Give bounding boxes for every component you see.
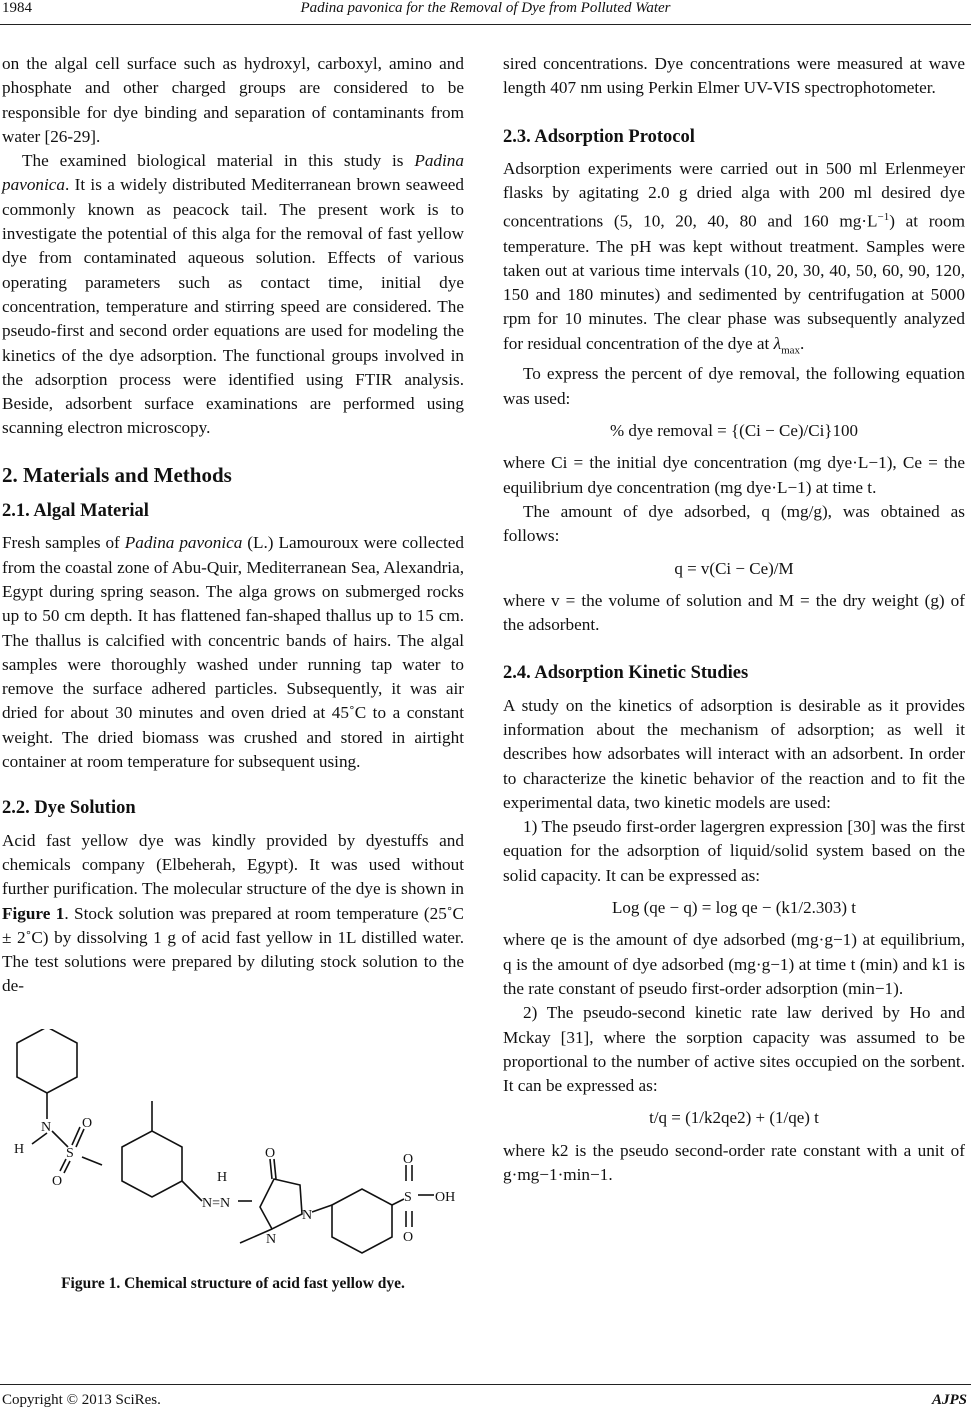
paragraph: sired concentrations. Dye concentrations were measured at wave length 407 nm using Perkin Elmer UV-VIS spectrophotometer. bbox=[503, 54, 965, 98]
page-number: 1984 bbox=[2, 0, 32, 16]
subsection-heading: 2.3. Adsorption Protocol bbox=[503, 126, 695, 147]
subsection-heading: 2.1. Algal Material bbox=[2, 501, 149, 522]
figure-caption: Figure 1. Chemical structure of acid fast yellow dye. bbox=[61, 1274, 405, 1292]
paragraph: where qe is the amount of dye adsorbed (mg·g−1) at equilibrium, q is the amount of dye adsorbed (mg·g−1) at time t (min) and k1 is the rate constant of pseudo first-order adsorption (min−1). bbox=[503, 930, 965, 998]
paragraph: where Ci = the initial dye concentration (mg dye·L−1), Ce = the equilibrium dye concentration (mg dye·L−1) at time t. bbox=[503, 453, 965, 497]
equation-amount-adsorbed: q = v(Ci − Ce)/M bbox=[674, 558, 794, 578]
paragraph: where v = the volume of solution and M = the dry weight (g) of the adsorbent. bbox=[503, 590, 965, 635]
benzene-ring bbox=[122, 1131, 182, 1197]
hydroxyl-label: OH bbox=[435, 1189, 456, 1205]
paragraph: A study on the kinetics of adsorption is desirable as it provides information about the mechanism of adsorption; as well it describes how adsorbates will interact with an adsorbent. In order to characterize the kinetic behavior of the reaction and to fit the experimental data, two kinetic models are used: bbox=[503, 695, 965, 812]
hydrogen-label: H bbox=[14, 1141, 25, 1157]
species-name: Padina pavonica bbox=[2, 151, 464, 195]
oxygen-label: O bbox=[52, 1173, 63, 1189]
running-title: Padina pavonica for the Removal of Dye from Polluted Water bbox=[300, 0, 671, 16]
paragraph: The amount of dye adsorbed, q (mg/g), was obtained as follows: bbox=[503, 501, 965, 546]
equation-pseudo-second-order: t/q = (1/k2qe2) + (1/qe) t bbox=[649, 1108, 819, 1128]
journal-abbreviation: AJPS bbox=[931, 1392, 967, 1408]
subsection-heading: 2.4. Adsorption Kinetic Studies bbox=[503, 663, 749, 684]
paragraph: 1) The pseudo first-order lagergren expression [30] was the first equation for the adsorption of liquid/solid system based on the solid capacity. It can be expressed as: bbox=[503, 817, 965, 885]
paragraph: Acid fast yellow dye was kindly provided by dyestuffs and chemicals company (Elbeherah, Egypt). It was used without further purification. The molecular structure of the dye is shown in Figure 1. Stock solution was prepared at room temperature (25˚C ± 2˚C) by dissolving 1 g of acid fast yellow in 1L distilled water. The test solutions were prepared by diluting stock solution to the de- bbox=[2, 830, 464, 996]
figure-ref: Figure 1 bbox=[2, 903, 65, 923]
nitrogen-label: N bbox=[41, 1119, 52, 1135]
hydrogen-label: H bbox=[217, 1169, 228, 1185]
header-rule bbox=[0, 24, 971, 25]
sulfur-label: S bbox=[404, 1189, 412, 1205]
oxygen-label: O bbox=[403, 1229, 414, 1245]
paragraph: Fresh samples of Padina pavonica (L.) Lamouroux were collected from the coastal zone of Abu-Quir, Mediterranean Sea, Alexandria, Egypt during spring season. The alga grows on submerged rocks up to 50 cm depth. It has flattened fan-shaped thallus up to 15 cm. The thallus is calcified with concentric bands of hairs. The algal samples were thoroughly washed under running tap water to remove the surface adhered particles. Subsequently, it was air dried for about 30 minutes and oven dried at 45˚C to a constant weight. The dried biomass was crushed and stored in airtight container at room temperature for subsequent using. bbox=[2, 533, 464, 772]
nitrogen-label: N bbox=[302, 1207, 313, 1223]
equation-dye-removal: % dye removal = {(Ci − Ce)/Ci}100 bbox=[610, 421, 858, 441]
left-column bbox=[2, 52, 464, 1296]
section-heading: 2. Materials and Methods bbox=[2, 462, 232, 487]
paragraph: 2) The pseudo-second kinetic rate law derived by Ho and Mckay [31], where the sorption capacity was assumed to be proportional to the number of active sites occupied on the sorbent. It can be expressed as: bbox=[503, 1003, 965, 1096]
figure-1 bbox=[2, 1029, 464, 1296]
paragraph: The examined biological material in this study is Padina pavonica. It is a widely distributed Mediterranean brown seaweed commonly known as peacock tail. The present work is to investigate the potential of this alga for the removal of fast yellow dye from contaminated aqueous solution. Effects of various operating parameters such as contact time, initial dye concentration, temperature and stirring speed are considered. The pseudo-first and second order equations are used for modeling the kinetics of the dye adsorption. The functional groups involved in the adsorption process were identified using FTIR analysis. Beside, adsorbent surface examinations are performed using scanning electron microscopy. bbox=[2, 151, 464, 438]
equation-pseudo-first-order: Log (qe − q) = log qe − (k1/2.303) t bbox=[611, 898, 857, 918]
footer-rule bbox=[0, 1384, 971, 1385]
paragraph: To express the percent of dye removal, the following equation was used: bbox=[503, 364, 965, 408]
pyrazolone-ring bbox=[260, 1179, 302, 1229]
nitrogen-label: N bbox=[266, 1231, 277, 1247]
page-footer bbox=[0, 1392, 971, 1414]
paragraph: Adsorption experiments were carried out in 500 ml Erlenmeyer flasks by agitating 2.0 g dried alga with 200 ml desired dye concentrations (5, 10, 20, 40, 80 and 160 $mg\cdot L^{-1}$) at room temperature. The pH was kept without treatment. Samples were taken out at various time intervals (10, 20, 30, 40, 50, 60, 90, 120, 150 and 180 minutes) and sedimented by centrifugation at 5000 rpm for 10 minutes. The clear phase was subsequently analyzed for residual concentration of the dye at $\lambda_{max}$. bbox=[503, 158, 965, 357]
benzene-ring-right bbox=[332, 1189, 392, 1253]
right-column bbox=[503, 52, 965, 1187]
copyright-notice: Copyright © 2013 SciRes. bbox=[2, 1392, 161, 1408]
subsection-heading: 2.2. Dye Solution bbox=[2, 798, 136, 819]
paragraph: on the algal cell surface such as hydroxyl, carboxyl, amino and phosphate and other charged groups are considered to be responsible for dye binding and separation of contaminants from water [26-29]. bbox=[2, 54, 464, 146]
oxygen-label: O bbox=[403, 1151, 414, 1167]
sulfur-label: S bbox=[66, 1145, 74, 1161]
phenyl-ring bbox=[17, 1029, 77, 1093]
oxygen-label: O bbox=[82, 1115, 93, 1131]
oxygen-label: O bbox=[265, 1145, 276, 1161]
page-header bbox=[0, 0, 971, 28]
azo-label: N=N bbox=[202, 1195, 231, 1211]
chemical-structure-diagram bbox=[2, 1029, 464, 1264]
species-name: Padina pavonica bbox=[124, 533, 243, 553]
paragraph: where k2 is the pseudo second-order rate constant with a unit of g·mg−1·min−1. bbox=[503, 1140, 965, 1185]
